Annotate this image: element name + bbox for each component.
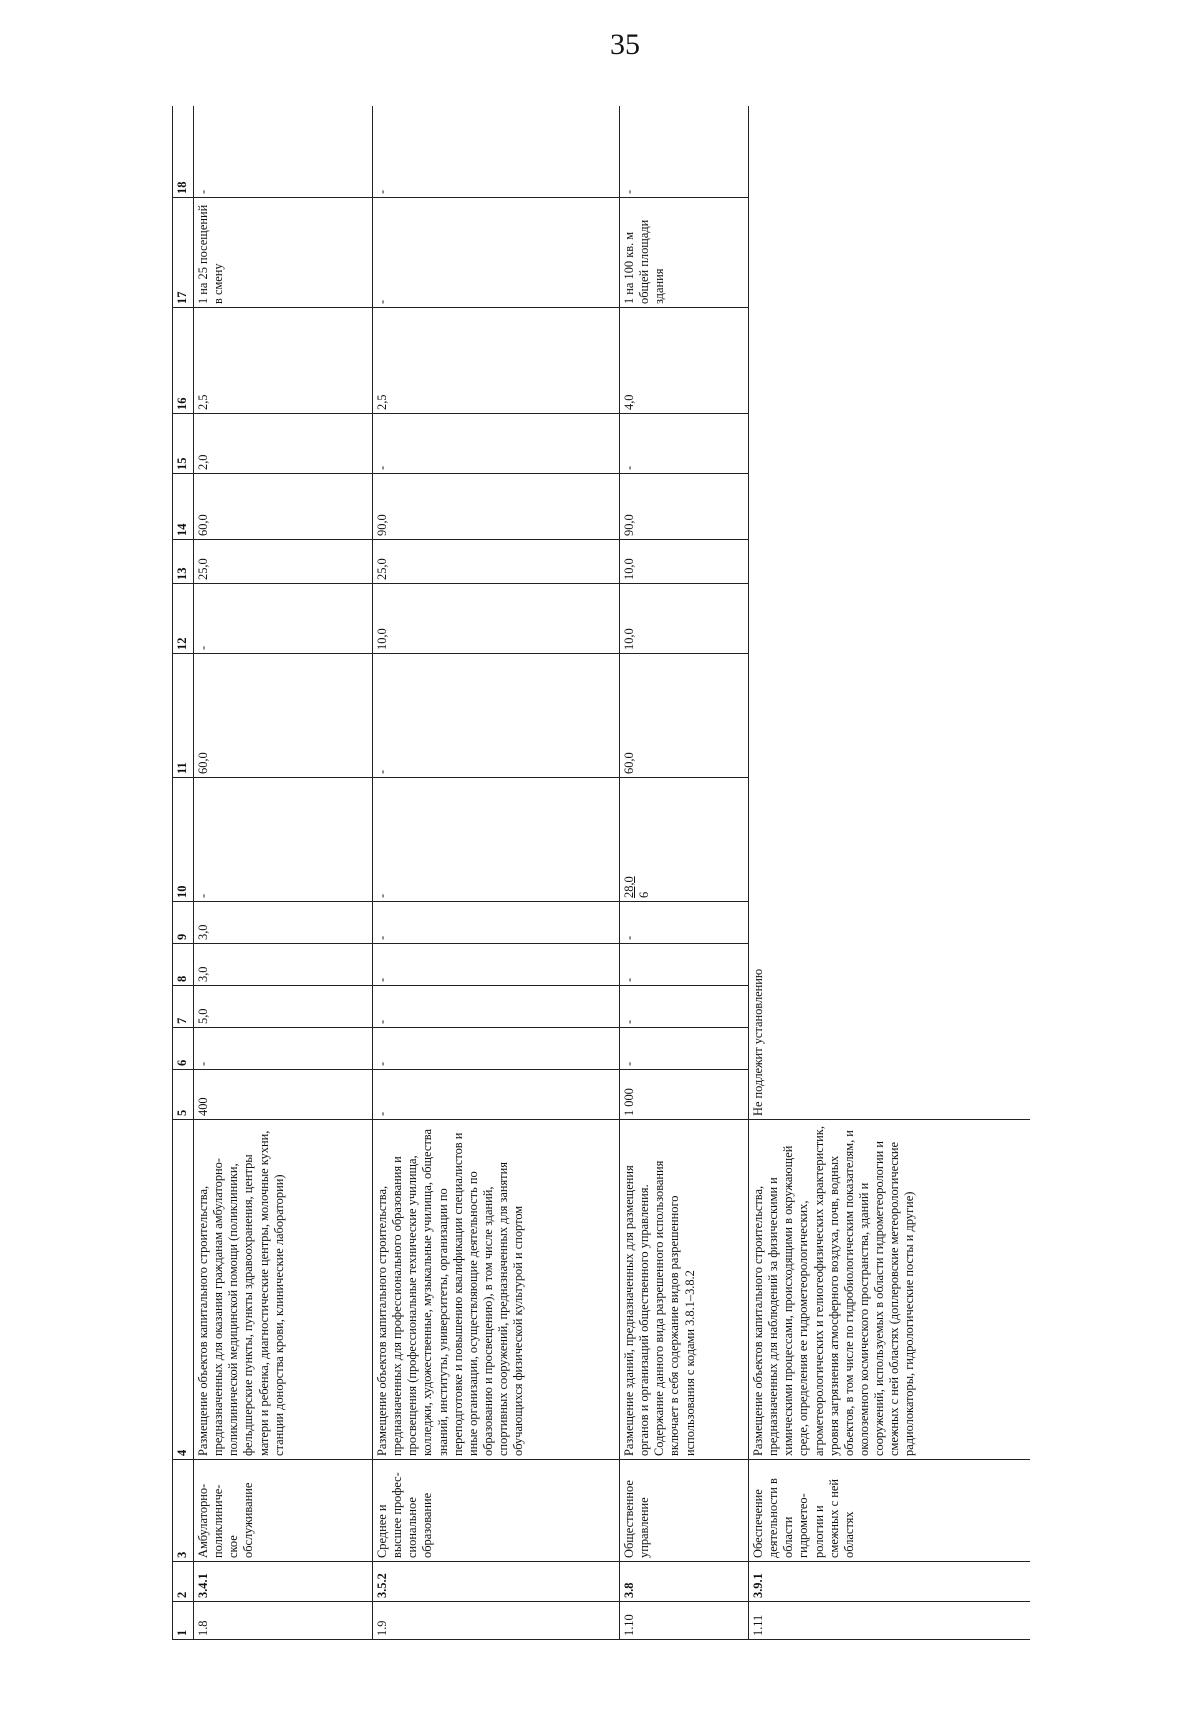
column-header: 14 — [173, 474, 194, 540]
rotated-table-frame — [172, 106, 1030, 1640]
column-header: 1 — [173, 1602, 194, 1640]
use-name: Общественное управление — [620, 1460, 749, 1562]
cell-7: - — [620, 986, 749, 1028]
cell-6: - — [373, 1028, 620, 1070]
table-row — [749, 106, 1031, 1640]
cell-17: 1 на 25 посещений в смену — [194, 198, 373, 308]
column-header: 4 — [173, 1120, 194, 1460]
cell-13: 25,0 — [194, 540, 373, 584]
column-header: 16 — [173, 308, 194, 414]
cell-17: 1 на 100 кв. м общей площади здания — [620, 198, 749, 308]
column-header: 15 — [173, 414, 194, 474]
cell-16: 2,5 — [373, 308, 620, 414]
cell-6: - — [194, 1028, 373, 1070]
cell-9: 3,0 — [194, 902, 373, 944]
cell-7: 5,0 — [194, 986, 373, 1028]
cell-18: - — [373, 106, 620, 198]
cell-18: - — [620, 106, 749, 198]
table-row — [620, 106, 749, 1640]
cell-12: 10,0 — [373, 584, 620, 654]
column-header: 3 — [173, 1460, 194, 1562]
cell-11: 60,0 — [620, 654, 749, 778]
column-header: 8 — [173, 944, 194, 986]
use-name: Среднее и высшее профес-сиональное образование — [373, 1460, 620, 1562]
row-number: 1.10 — [620, 1602, 749, 1640]
column-header: 10 — [173, 778, 194, 902]
cell-13: 25,0 — [373, 540, 620, 584]
cell-14: 90,0 — [373, 474, 620, 540]
cell-16: 4,0 — [620, 308, 749, 414]
cell-15: - — [620, 414, 749, 474]
use-description: Размещение объектов капитального строительства, предназначенных для наблюдений за физическими и химическими процессами, происходящими в окружающей среде, определения ее гидрометеорологических, агрометеорологических и гелиогеофизических характеристик, уровня загрязнения атмосферного воздуха, почв, водных объектов, в том числе по гидробиологическим показателям, и околоземного космического пространства, зданий и сооружений, используемых в области гидрометеорологии и смежных с ней областях (доплеровские метеорологические радиолокаторы, гидрологические посты и другие) — [749, 1120, 1031, 1460]
column-header: 2 — [173, 1562, 194, 1602]
column-header: 6 — [173, 1028, 194, 1070]
page-number: 35 — [610, 28, 640, 61]
row-number: 1.9 — [373, 1602, 620, 1640]
table-row — [194, 106, 373, 1640]
use-code: 3.5.2 — [373, 1562, 620, 1602]
cell-5: 400 — [194, 1070, 373, 1120]
cell-5: - — [373, 1070, 620, 1120]
cell-7: - — [373, 986, 620, 1028]
column-header: 13 — [173, 540, 194, 584]
cell-8: - — [620, 944, 749, 986]
cell-10-value: 28,0 — [622, 876, 636, 898]
use-code: 3.4.1 — [194, 1562, 373, 1602]
cell-10-value: - — [196, 893, 210, 898]
cell-18: - — [194, 106, 373, 198]
use-name: Амбулаторно-поликлиниче-ское обслуживание — [194, 1460, 373, 1562]
cell-10-subvalue: 6 — [637, 891, 652, 898]
row-number: 1.8 — [194, 1602, 373, 1640]
cell-10 — [194, 778, 373, 902]
cell-16: 2,5 — [194, 308, 373, 414]
cell-12: - — [194, 584, 373, 654]
cell-5: 1 000 — [620, 1070, 749, 1120]
cell-11: 60,0 — [194, 654, 373, 778]
row-number: 1.11 — [749, 1602, 1031, 1640]
rotated-table-container — [172, 106, 1030, 1640]
use-description: Размещение объектов капитального строительства, предназначенных для профессионального образования и просвещения (профессиональные технические училища, колледжи, художественные, музыкальные училища, общества знаний, институты, университеты, организации по переподготовке и повышению квалификации специалистов и иные организации, осуществляющие деятельность по образованию и просвещению), в том числе зданий, спортивных сооружений, предназначенных для занятия обучающихся физической культурой и спортом — [373, 1120, 620, 1460]
cell-10 — [620, 778, 749, 902]
column-header: 18 — [173, 106, 194, 198]
table-header-row — [173, 106, 194, 1640]
not-established-text: Не подлежит установлению — [751, 968, 765, 1116]
use-code: 3.9.1 — [749, 1562, 1031, 1602]
use-code: 3.8 — [620, 1562, 749, 1602]
cell-8: 3,0 — [194, 944, 373, 986]
table-row — [373, 106, 620, 1640]
regulations-table — [172, 106, 1030, 1640]
use-description: Размещение объектов капитального строительства, предназначенных для оказания гражданам амбулаторно-поликлинической медицинской помощи (поликлиники, фельдшерские пункты, пункты здравоохранения, центры матери и ребенка, диагностические центры, молочные кухни, станции донорства крови, клинические лаборатории) — [194, 1120, 373, 1460]
cell-6: - — [620, 1028, 749, 1070]
cell-15: - — [373, 414, 620, 474]
cell-14: 60,0 — [194, 474, 373, 540]
use-name: Обеспечение деятельности в области гидрометео-рологии и смежных с ней областях — [749, 1460, 1031, 1562]
merged-not-established-cell — [749, 106, 1031, 1120]
cell-10-value: - — [375, 893, 389, 898]
cell-13: 10,0 — [620, 540, 749, 584]
cell-9: - — [373, 902, 620, 944]
cell-10 — [373, 778, 620, 902]
cell-9: - — [620, 902, 749, 944]
column-header: 17 — [173, 198, 194, 308]
cell-12: 10,0 — [620, 584, 749, 654]
column-header: 12 — [173, 584, 194, 654]
cell-15: 2,0 — [194, 414, 373, 474]
cell-8: - — [373, 944, 620, 986]
column-header: 9 — [173, 902, 194, 944]
column-header: 7 — [173, 986, 194, 1028]
cell-17: - — [373, 198, 620, 308]
column-header: 5 — [173, 1070, 194, 1120]
column-header: 11 — [173, 654, 194, 778]
use-description: Размещение зданий, предназначенных для размещения органов и организаций общественного управления. Содержание данного вида разрешенного использования включает в себя содержание видов разрешенного использования с кодами 3.8.1–3.8.2 — [620, 1120, 749, 1460]
cell-11: - — [373, 654, 620, 778]
cell-14: 90,0 — [620, 474, 749, 540]
